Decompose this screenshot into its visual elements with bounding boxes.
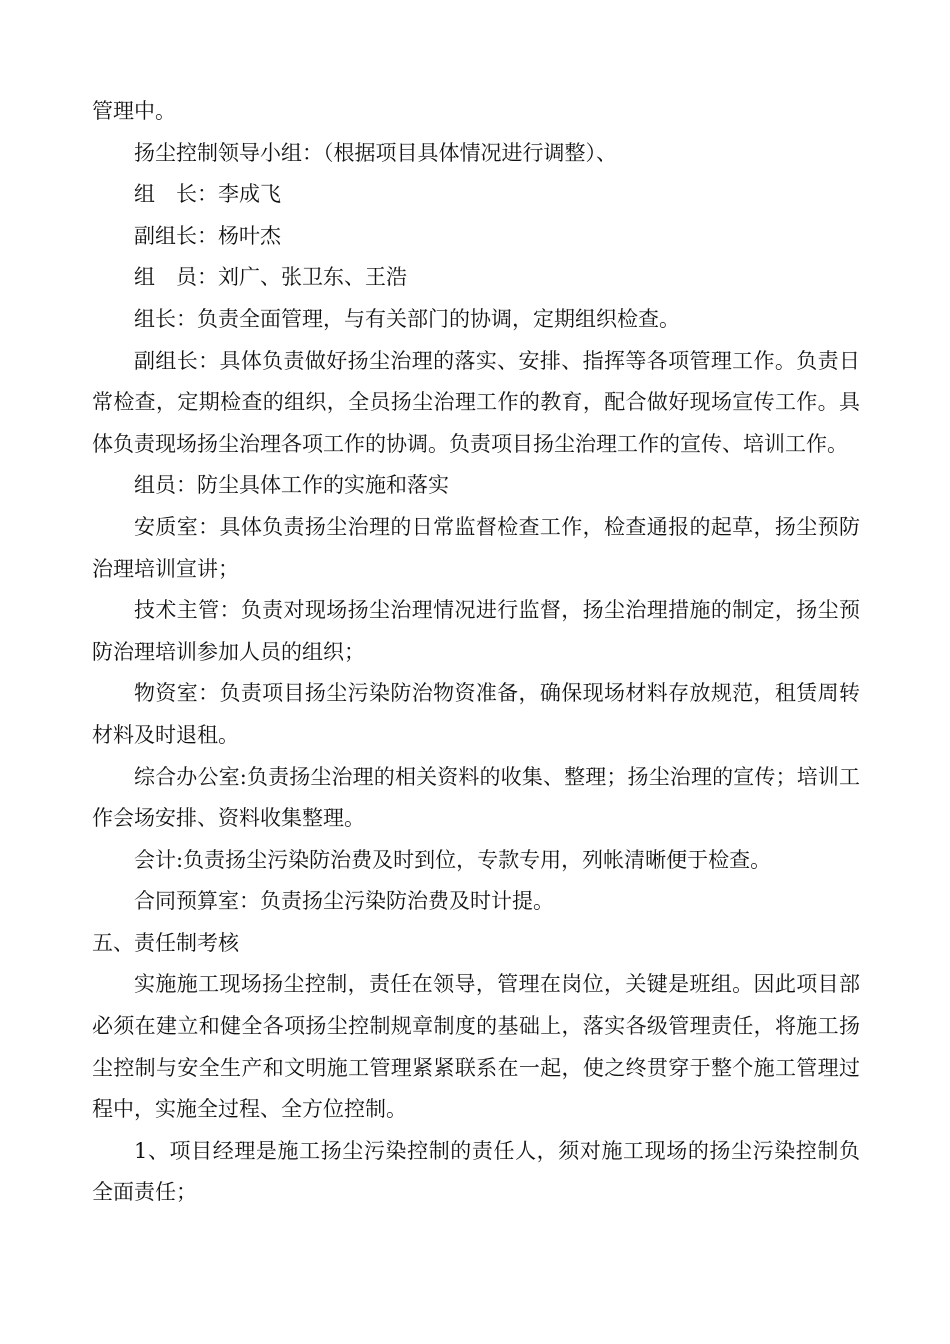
paragraph-group-leader: 组 长：李成飞 bbox=[134, 182, 281, 207]
paragraph-technical-duty: 技术主管：负责对现场扬尘治理情况进行监督，扬尘治理措施的制定，扬尘预防治理培训参加人员的组织； bbox=[92, 598, 860, 664]
paragraph-accounting-duty: 会计:负责扬尘污染防治费及时到位，专款专用，列帐清晰便于检查。 bbox=[134, 847, 772, 872]
section-heading-responsibility: 五、责任制考核 bbox=[92, 930, 239, 955]
paragraph-member-duty: 组员：防尘具体工作的实施和落实 bbox=[134, 473, 449, 498]
paragraph-deputy-leader: 副组长：杨叶杰 bbox=[134, 223, 281, 248]
paragraph-leadership-group: 扬尘控制领导小组：（根据项目具体情况进行调整）、 bbox=[134, 140, 617, 165]
document-body bbox=[92, 91, 860, 1214]
paragraph-responsibility-intro: 实施施工现场扬尘控制，责任在领导，管理在岗位，关键是班组。因此项目部必须在建立和健全各项扬尘控制规章制度的基础上，落实各级管理责任，将施工扬尘控制与安全生产和文明施工管理紧紧联系在一起，使之终贯穿于整个施工管理过程中，实施全过程、全方位控制。 bbox=[92, 972, 860, 1122]
paragraph-safety-office-duty: 安质室：具体负责扬尘治理的日常监督检查工作，检查通报的起草，扬尘预防治理培训宣讲； bbox=[92, 514, 860, 581]
paragraph-budget-duty: 合同预算室：负责扬尘污染防治费及时计提。 bbox=[134, 889, 554, 914]
paragraph-general-office-duty: 综合办公室:负责扬尘治理的相关资料的收集、整理；扬尘治理的宣传；培训工作会场安排、资料收集整理。 bbox=[92, 764, 860, 831]
paragraph-group-members: 组 员：刘广、张卫东、王浩 bbox=[134, 265, 407, 290]
paragraph-continuation: 管理中。 bbox=[92, 99, 176, 123]
paragraph-materials-duty: 物资室：负责项目扬尘污染防治物资准备，确保现场材料存放规范，租赁周转材料及时退租。 bbox=[92, 681, 860, 747]
paragraph-deputy-duty: 副组长：具体负责做好扬尘治理的落实、安排、指挥等各项管理工作。负责日常检查，定期检查的组织，全员扬尘治理工作的教育，配合做好现场宣传工作。具体负责现场扬尘治理各项工作的协调。负责项目扬尘治理工作的宣传、培训工作。 bbox=[92, 348, 860, 456]
paragraph-item-1: 1、项目经理是施工扬尘污染控制的责任人，须对施工现场的扬尘污染控制负全面责任； bbox=[92, 1138, 860, 1205]
paragraph-leader-duty: 组长：负责全面管理，与有关部门的协调，定期组织检查。 bbox=[134, 306, 680, 331]
